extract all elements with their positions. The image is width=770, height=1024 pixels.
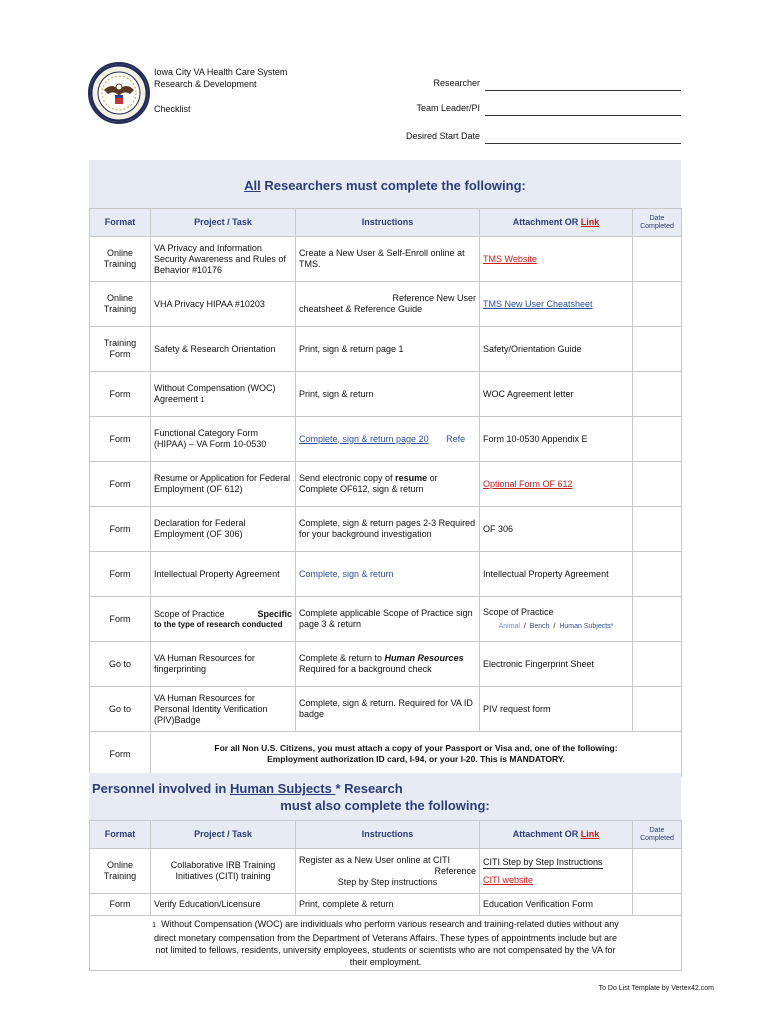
woc-footnote: 1 Without Compensation (WOC) are individuals who perform various research and training-related duties without any direct monetary compensation from the Department of Veterans Affairs. These types of appointments include but are not limited to fellows, residents, university employees, students or scientists who are not compensated by the VA for their employment. [90, 916, 682, 971]
row-project: VA Privacy and Information Security Awareness and Rules of Behavior #10176 [151, 237, 296, 282]
row-format: Form [90, 894, 151, 916]
row-project: Safety & Research Orientation [151, 327, 296, 372]
date-cell[interactable] [633, 894, 682, 916]
section1-title: All Researchers must complete the following: [244, 178, 526, 193]
row-instructions: Print, sign & return page 1 [296, 327, 480, 372]
researcher-field[interactable] [485, 90, 681, 91]
row-instructions: Send electronic copy of resume or Complete OF612, sign & return [296, 462, 480, 507]
row-format: Go to [90, 642, 151, 687]
date-cell[interactable] [633, 417, 682, 462]
date-cell[interactable] [633, 642, 682, 687]
section1-table [89, 208, 682, 777]
row-attachment: CITI Step by Step Instructions CITI website [480, 849, 633, 894]
table-row [90, 894, 682, 916]
row-instructions: Complete applicable Scope of Practice sign page 3 & return [296, 597, 480, 642]
section2-title: Personnel involved in Human Subjects * Research [92, 781, 403, 796]
row-format: Form [90, 732, 151, 777]
row-instructions: Complete & return to Human Resources Required for a background check [296, 642, 480, 687]
table-row [90, 327, 682, 372]
row-project: Resume or Application for Federal Employment (OF 612) [151, 462, 296, 507]
row-attachment: Safety/Orientation Guide [480, 327, 633, 372]
table-row [90, 507, 682, 552]
col-attachment: Attachment OR Link [480, 209, 633, 237]
row-project: Verify Education/Licensure [151, 894, 296, 916]
row-format: Form [90, 552, 151, 597]
row-instructions: Register as a New User online at CITI Reference Step by Step instructions [296, 849, 480, 894]
row-project: VA Human Resources for Personal Identity Verification (PIV)Badge [151, 687, 296, 732]
table-row [90, 372, 682, 417]
va-seal-icon [88, 62, 150, 124]
row-project: Without Compensation (WOC) Agreement 1 [151, 372, 296, 417]
row-instructions: Complete, sign & return. Required for VA ID badge [296, 687, 480, 732]
row-format: Form [90, 417, 151, 462]
row-instructions: Create a New User & Self-Enroll online at TMS. [296, 237, 480, 282]
footnote-mark: 1 [200, 396, 205, 404]
row-instructions: Print, sign & return [296, 372, 480, 417]
citi-website-link[interactable]: CITI website [483, 874, 534, 885]
row-attachment: Electronic Fingerprint Sheet [480, 642, 633, 687]
footer-credit: To Do List Template by Vertex42.com [598, 985, 714, 992]
table-row [90, 642, 682, 687]
date-cell[interactable] [633, 597, 682, 642]
row-attachment: WOC Agreement letter [480, 372, 633, 417]
col-instructions: Instructions [296, 209, 480, 237]
col-project: Project / Task [151, 821, 296, 849]
section2-title-line2: must also complete the following: [280, 798, 490, 813]
row-instructions [296, 552, 480, 597]
table-row [90, 597, 682, 642]
col-instructions: Instructions [296, 821, 480, 849]
date-cell[interactable] [633, 372, 682, 417]
date-cell[interactable] [633, 462, 682, 507]
row-format: Form [90, 597, 151, 642]
section2-header-row [90, 821, 682, 849]
row-format: Online Training [90, 849, 151, 894]
org-line-2: Research & Development [154, 79, 257, 89]
form-10-0530-link[interactable]: Complete, sign & return page 20 [299, 433, 429, 444]
of-612-link[interactable]: Optional Form OF 612 [483, 478, 573, 489]
date-cell[interactable] [633, 507, 682, 552]
table-row [90, 417, 682, 462]
date-cell[interactable] [633, 687, 682, 732]
row-instructions: Complete, sign & return pages 2-3 Required for your background investigation [296, 507, 480, 552]
animal-link[interactable]: Animal [498, 622, 520, 630]
section2-table [89, 820, 682, 971]
section1-header-row [90, 209, 682, 237]
table-row [90, 552, 682, 597]
row-format: Form [90, 462, 151, 507]
row-format: Form [90, 507, 151, 552]
date-cell[interactable] [633, 282, 682, 327]
row-project: VA Human Resources for fingerprinting [151, 642, 296, 687]
table-row [90, 732, 682, 777]
start-date-label: Desired Start Date [405, 131, 480, 141]
tms-website-link[interactable]: TMS Website [483, 253, 537, 264]
row-project: Declaration for Federal Employment (OF 306) [151, 507, 296, 552]
row-attachment: Scope of Practice Animal / Bench / Human Subjects* [480, 597, 633, 642]
row-attachment: PIV request form [480, 687, 633, 732]
col-format: Format [90, 821, 151, 849]
non-citizen-note: For all Non U.S. Citizens, you must attach a copy of your Passport or Visa and, one of the following: Employment authorization ID card, I-94, or your I-20. This is MANDATORY. [151, 732, 682, 777]
row-project: VHA Privacy HIPAA #10203 [151, 282, 296, 327]
start-date-field[interactable] [485, 143, 681, 144]
row-project: Functional Category Form (HIPAA) – VA Form 10-0530 [151, 417, 296, 462]
row-format: Online Training [90, 237, 151, 282]
col-project: Project / Task [151, 209, 296, 237]
date-cell[interactable] [633, 849, 682, 894]
researcher-label: Researcher [433, 78, 480, 88]
row-instructions: Print, complete & return [296, 894, 480, 916]
col-date: Date Completed [633, 209, 682, 237]
org-line-1: Iowa City VA Health Care System [154, 67, 288, 77]
col-attachment: Attachment OR Link [480, 821, 633, 849]
date-cell[interactable] [633, 327, 682, 372]
date-cell[interactable] [633, 552, 682, 597]
table-row [90, 462, 682, 507]
row-attachment: OF 306 [480, 507, 633, 552]
row-project: Intellectual Property Agreement [151, 552, 296, 597]
table-row [90, 687, 682, 732]
table-row [90, 282, 682, 327]
row-instructions: Complete, sign & return page 20 Refe [296, 417, 480, 462]
row-attachment: Intellectual Property Agreement [480, 552, 633, 597]
team-leader-field[interactable] [485, 115, 681, 116]
team-leader-label: Team Leader/PI [416, 103, 480, 113]
human-subjects-link[interactable]: Human Subjects* [559, 622, 614, 630]
row-project: Scope of Practice Specific to the type of research conducted [151, 597, 296, 642]
row-format: Training Form [90, 327, 151, 372]
row-format: Form [90, 372, 151, 417]
ip-agreement-link[interactable]: Complete, sign & return [299, 568, 394, 579]
table-row [90, 849, 682, 894]
row-format: Go to [90, 687, 151, 732]
row-attachment: Form 10-0530 Appendix E [480, 417, 633, 462]
date-cell[interactable] [633, 237, 682, 282]
col-date: Date Completed [633, 821, 682, 849]
table-row [90, 237, 682, 282]
tms-cheatsheet-link[interactable]: TMS New User Cheatsheet [483, 298, 593, 309]
doc-type: Checklist [154, 104, 191, 114]
footnote-row [90, 916, 682, 971]
bench-link[interactable]: Bench [529, 622, 550, 630]
col-format: Format [90, 209, 151, 237]
row-instructions: Reference New User cheatsheet & Reference Guide [296, 282, 480, 327]
row-format: Online Training [90, 282, 151, 327]
row-attachment: Education Verification Form [480, 894, 633, 916]
row-project: Collaborative IRB Training Initiatives (CITI) training [151, 849, 296, 894]
